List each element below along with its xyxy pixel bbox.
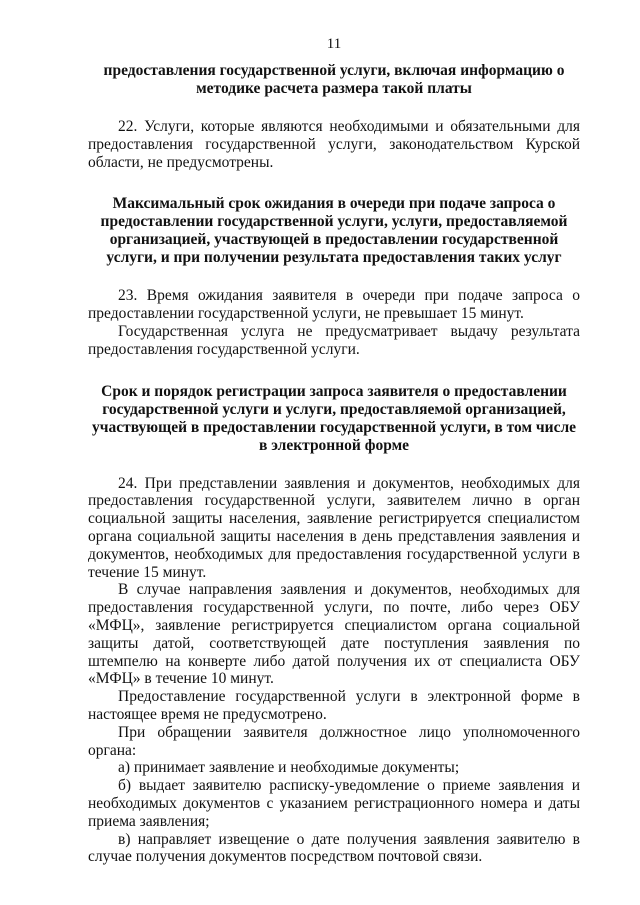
paragraph-24-mail: В случае направления заявления и документов, необходимых для предоставления государственной услуги, по почте, либо через ОБУ «МФЦ», заявление регистрируется специалистом органа социальной защиты датой, соответствующей дате поступления заявления по штемпелю на конверте либо датой получения их от специалиста ОБУ «МФЦ» в течение 10 минут. bbox=[88, 581, 580, 688]
paragraph-24-electronic: Предоставление государственной услуги в электронной форме в настоящее время не предусмотрено. bbox=[88, 688, 580, 723]
section-heading-fee-method: предоставления государственной услуги, включая информацию о методике расчета размера такой платы bbox=[103, 62, 565, 97]
paragraph-23: 23. Время ожидания заявителя в очереди при подаче запроса о предоставлении государственной услуги, не превышает 15 минут. bbox=[88, 287, 580, 323]
page-number: 11 bbox=[326, 36, 342, 52]
paragraph-24: 24. При представлении заявления и документов, необходимых для предоставления государственной услуги, заявителем лично в орган социальной защиты населения, заявление регистрируется специалистом органа социальной защиты населения в день представления заявления и документов, необходимых для предоставления государственной услуги в течение 15 минут. bbox=[88, 474, 580, 581]
document-page bbox=[88, 34, 580, 866]
section-heading-queue-time: Максимальный срок ожидания в очереди при подаче запроса о предоставлении государственной услуги, услуги, предоставляемой организацией, участвующей в предоставлении государственной услуги, и при получении результата предоставления таких услуг bbox=[100, 195, 568, 267]
list-item-a: а) принимает заявление и необходимые документы; bbox=[118, 759, 460, 777]
paragraph-22: 22. Услуги, которые являются необходимыми и обязательными для предоставления государственной услуги, законодательством Курской области, не предусмотрены. bbox=[88, 118, 580, 171]
paragraph-23-result: Государственная услуга не предусматривает выдачу результата предоставления государственной услуги. bbox=[88, 322, 580, 358]
section-heading-registration: Срок и порядок регистрации запроса заявителя о предоставлении государственной услуги и услуги, предоставляемой организацией, участвующей в предоставлении государственной услуги, в том числе в электронной форме bbox=[91, 382, 577, 454]
paragraph-24-official: При обращении заявителя должностное лицо уполномоченного органа: bbox=[88, 723, 580, 759]
list-item-b: б) выдает заявителю расписку-уведомление о приеме заявления и необходимых документов с указанием регистрационного номера и даты приема заявления; bbox=[88, 777, 580, 830]
list-item-c: в) направляет извещение о дате получения заявления заявителю в случае получения документов посредством почтовой связи. bbox=[88, 830, 580, 866]
